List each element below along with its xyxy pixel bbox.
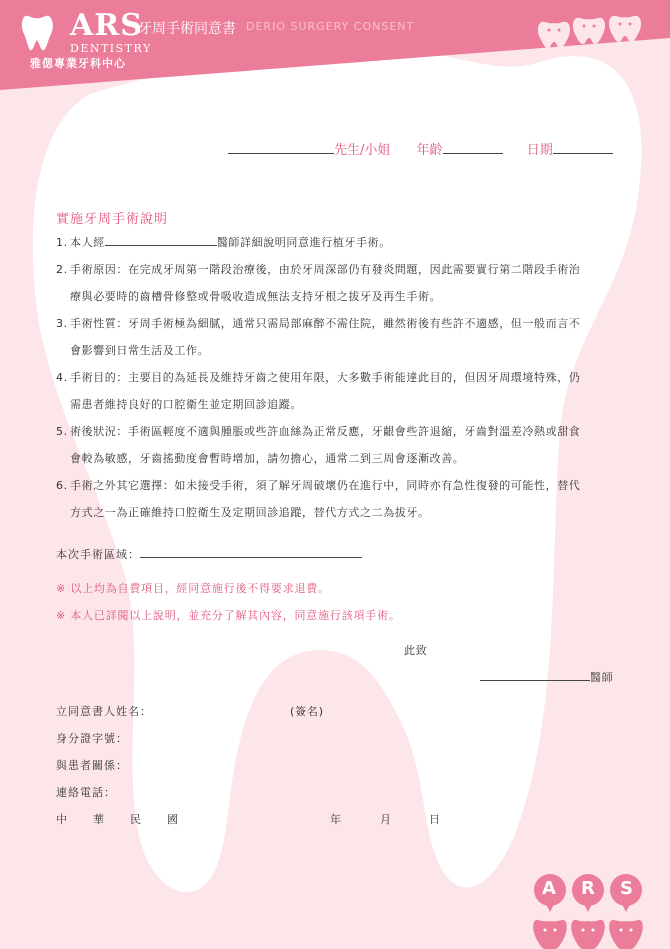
date-label: 日期 (526, 143, 553, 158)
note-refund: ※ 以上均為自費項目，經同意施行後不得要求退費。 (56, 582, 330, 595)
phone-label: 連絡電話： (56, 786, 116, 799)
sign-hint: (簽名) (290, 705, 324, 718)
note-consent: ※ 本人已詳閱以上說明，並充分了解其內容，同意施行該項手術。 (56, 609, 401, 622)
doctor-sign-field[interactable] (480, 680, 590, 681)
list-item: 5. 術後狀況：手術區輕度不適與腫脹或些許血絲為正常反應，牙齦會些許退縮，牙齒對溫差冷熱或甜食 會較為敏感，牙齒搖動度會暫時增加，請勿擔心，通常二到三周會逐漸改善。 (56, 425, 581, 465)
honorific-label: 先生/小姐 (334, 143, 391, 158)
list-item: 2. 手術原因：在完成牙周第一階段治療後，由於牙周深部仍有發炎問題，因此需要實行第二階段手術治 療與必要時的齒槽骨修整或骨吸收造成無法支持牙根之拔牙及再生手術。 (56, 263, 581, 303)
section-title: 實施牙周手術說明 (56, 212, 169, 227)
document-title: 牙周手術同意書 (138, 21, 236, 37)
clinic-name: 雅偲專業牙科中心 (30, 57, 126, 70)
surgery-area-row (56, 546, 362, 562)
relation-label: 與患者關係： (56, 759, 128, 772)
name-label: 立同意書人姓名： (56, 705, 152, 718)
doctor-name-field[interactable] (105, 245, 217, 246)
age-field[interactable] (443, 153, 503, 154)
surgery-area-label: 本次手術區域： (56, 548, 140, 561)
list-item: 6. 手術之外其它選擇：如未接受手術，須了解牙周破壞仍在進行中，同時亦有急性復發的可能性，替代 方式之一為正確維持口腔衛生及定期回診追蹤，替代方式之二為拔牙。 (56, 479, 581, 519)
list-item: 1. 本人經 醫師詳細說明同意進行植牙手術。 (56, 236, 391, 249)
closing-text: 此致 (404, 644, 428, 657)
date-field[interactable] (553, 153, 613, 154)
logo-text: ARS (70, 8, 143, 43)
id-label: 身分證字號： (56, 732, 128, 745)
age-label: 年齡 (416, 143, 443, 158)
document-title-en: DERIO SURGERY CONSENT (246, 20, 415, 33)
surgery-area-field[interactable] (140, 557, 362, 558)
doctor-sign-row: 醫師 (480, 669, 614, 685)
patient-name-field[interactable] (228, 153, 334, 154)
logo-subtext: DENTISTRY (70, 42, 152, 55)
list-item: 3. 手術性質：牙周手術極為細膩，通常只需局部麻醉不需住院，雖然術後有些許不適感，但一般而言不 會影響到日常生活及工作。 (56, 317, 581, 357)
list-item: 4. 手術目的：主要目的為延長及維持牙齒之使用年限，大多數手術能達此目的，但因牙周環境特殊，仍 需患者維持良好的口腔衛生並定期回診追蹤。 (56, 371, 581, 411)
patient-info-row (228, 139, 613, 158)
